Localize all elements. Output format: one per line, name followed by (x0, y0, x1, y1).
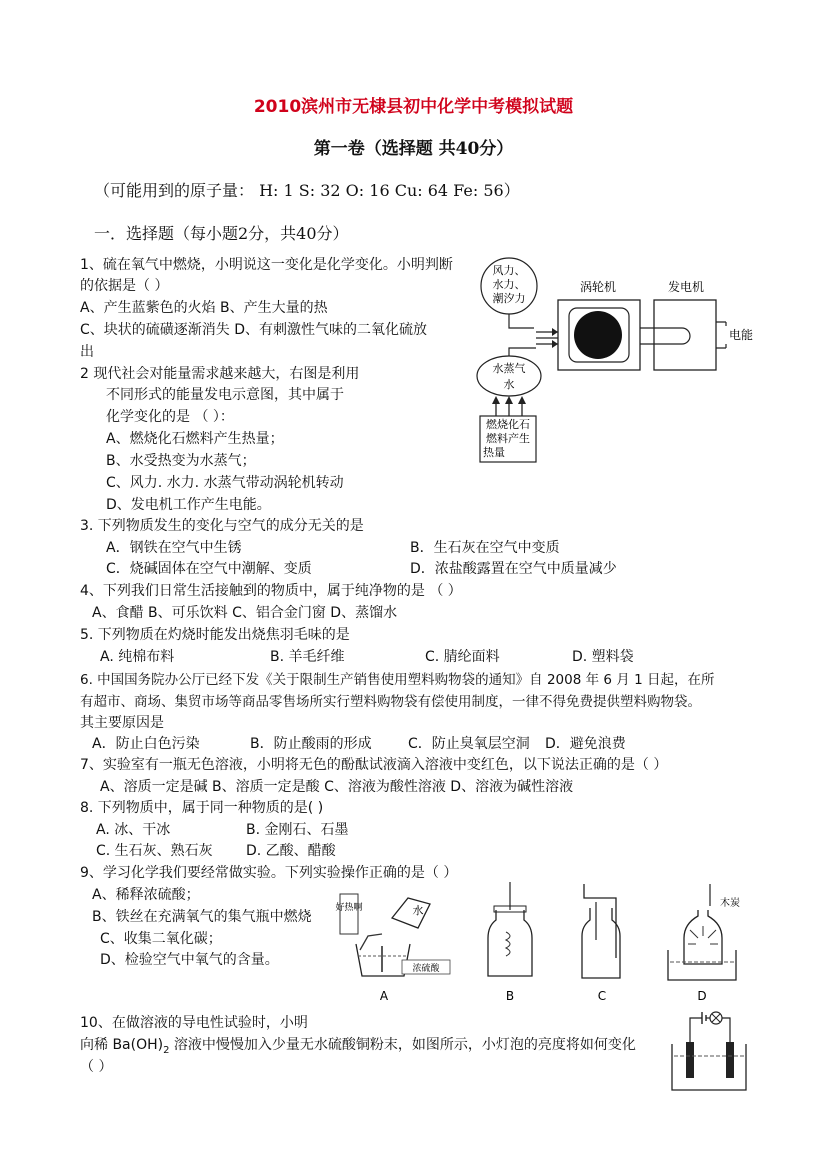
bulb-cross (712, 1014, 720, 1022)
q6-line1: 6. 中国国务院办公厅已经下发《关于限制生产销售使用塑料购物袋的通知》自 2008 年 6 月 1 日起，在所 (80, 672, 715, 688)
fig-b-iron-wire (488, 882, 532, 1003)
q8-option-c: C. 生石灰、熟石灰 (96, 843, 213, 859)
heat-arrow-icon (492, 396, 526, 404)
fig-d-flame-icon (688, 926, 718, 944)
q3-option-d: D．浓盐酸露置在空气中质量减少 (410, 561, 617, 577)
energy-generation-diagram (474, 256, 754, 468)
fig-d-trough (668, 950, 736, 980)
electrolysis-beaker (672, 1044, 746, 1090)
q7-options: A、溶质一定是碱 B、溶质一定是酸 C、溶液为酸性溶液 D、溶液为碱性溶液 (100, 779, 574, 795)
q7-stem: 7、实验室有一瓶无色溶液，小明将无色的酚酞试液滴入溶液中变红色，以下说法正确的是（ ） (80, 757, 668, 773)
q2-option-d: D、发电机工作产生电能。 (106, 497, 271, 513)
q1-options-ab: A、产生蓝紫色的火焰 B、产生大量的热 (80, 300, 328, 316)
q10-line1: 10、在做溶液的导电性试验时，小明 (80, 1015, 308, 1031)
right-electrode (726, 1042, 734, 1078)
fig-d-bell-jar (684, 910, 722, 964)
q1-stem-line2: 的依据是（ ） (80, 278, 169, 294)
steam-label: 水蒸气 (492, 362, 526, 375)
q5-option-b: B. 羊毛纤维 (270, 649, 345, 665)
q8-option-a: A. 冰、干冰 (96, 822, 171, 838)
fig-c-collect-co2 (582, 884, 620, 1003)
turbine-rotor (574, 311, 622, 359)
fuel-label-1: 燃烧化石 (486, 418, 530, 431)
q2-option-a: A、燃烧化石燃料产生热量； (106, 431, 284, 447)
q10-line2-post: 溶液中慢慢加入少量无水硫酸铜粉末，如图所示，小灯泡的亮度将如何变化 (169, 1037, 636, 1053)
q6-line2: 有超市、商场、集贸市场等商品零售场所实行塑料购物袋有偿使用制度，一律不得免费提供塑料购物袋。 (80, 694, 701, 710)
turbine-label: 涡轮机 (579, 280, 617, 294)
q5-option-d: D. 塑料袋 (572, 649, 634, 665)
q9-option-d: D、检验空气中氧气的含量。 (100, 952, 279, 968)
shaft (640, 328, 690, 344)
fig-c-bottle (582, 908, 620, 978)
section-heading: 一．选择题（每小题2分，共40分） (94, 224, 349, 243)
q10-line2-pre: 向稀 Ba(OH) (80, 1037, 164, 1053)
volume-heading: 第一卷（选择题 共40分） (313, 139, 514, 159)
q3-stem: 3. 下列物质发生的变化与空气的成分无关的是 (80, 518, 364, 534)
q8-option-b: B. 金刚石、石墨 (246, 822, 349, 838)
atomic-masses: （可能用到的原子量： H: 1 S: 32 O: 16 Cu: 64 Fe: 56） (94, 181, 520, 200)
fig-a-hand (360, 934, 382, 950)
q10-line2-sub: 2 (163, 1044, 170, 1056)
q6-option-d: D．避免浪费 (545, 736, 626, 752)
fig-c-label: C (597, 989, 607, 1003)
wind-label: 风力、 (492, 264, 526, 277)
tide-label: 潮汐力 (492, 292, 526, 305)
fig-b-coil (506, 932, 510, 956)
q3-option-a: A．钢铁在空气中生锈 (106, 540, 242, 556)
fig-b-label: B (505, 989, 515, 1003)
fig-d-carbon-label: 木炭 (720, 898, 740, 909)
q9-experiment-figures (335, 880, 740, 1004)
q9-stem: 9、学习化学我们要经常做实验。下列实验操作正确的是（ ） (80, 865, 458, 881)
q1-option-d-continued: 出 (80, 344, 94, 360)
q10-line2 (80, 1034, 636, 1056)
water-state-label: 水 (503, 378, 515, 391)
wind-connector (509, 314, 534, 328)
q6-option-a: A．防止白色污染 (92, 736, 200, 752)
fuel-label-3: 热量 (483, 446, 505, 459)
q2-option-c: C、风力. 水力. 水蒸气带动涡轮机转动 (106, 475, 344, 491)
q6-option-b: B．防止酸雨的形成 (250, 736, 372, 752)
fig-a-sign-board (340, 894, 358, 934)
fig-a-label: A (379, 989, 389, 1003)
fig-a-acid-label: 浓硫酸 (412, 964, 440, 974)
fig-d-label: D (697, 989, 707, 1003)
q5-option-c: C. 腈纶面料 (425, 649, 500, 665)
q1-options-cd: C、块状的硫磺逐渐消失 D、有刺激性气味的二氧化硫放 (80, 322, 428, 338)
q6-line3: 其主要原因是 (80, 715, 164, 731)
steam-connector (509, 348, 536, 356)
q5-option-a: A. 纯棉布料 (100, 649, 175, 665)
q2-stem-line1: 2 现代社会对能量需求越来越大，右图是利用 (80, 366, 360, 382)
q9-option-c: C、收集二氧化碳； (100, 931, 222, 947)
q5-stem: 5. 下列物质在灼烧时能发出烧焦羽毛味的是 (80, 627, 350, 643)
q4-stem: 4、下列我们日常生活接触到的物质中，属于纯净物的是 （ ） (80, 583, 462, 599)
fig-a-pouring-beaker (392, 898, 430, 928)
q3-option-b: B．生石灰在空气中变质 (410, 540, 560, 556)
q9-option-b: B、铁丝在充满氧气的集气瓶中燃烧 (92, 909, 312, 925)
conductivity-circuit-diagram (668, 1008, 750, 1094)
fig-a-sign-text: 好热啊 (335, 903, 363, 913)
q8-stem: 8. 下列物质中，属于同一种物质的是( ) (80, 800, 324, 816)
generator-box (654, 300, 716, 370)
fuel-label-2: 燃料产生 (486, 432, 530, 445)
q4-options: A、食醋 B、可乐饮料 C、铝合金门窗 D、蒸馏水 (92, 605, 398, 621)
q6-option-c: C．防止臭氧层空洞 (408, 736, 530, 752)
power-leads (716, 322, 726, 348)
power-label: 电能 (729, 328, 754, 342)
fig-a-water-label: 水 (412, 904, 424, 917)
q2-option-b: B、水受热变为水蒸气； (106, 453, 256, 469)
q8-option-d: D. 乙酸、醋酸 (246, 843, 336, 859)
battery-icon (702, 1012, 706, 1024)
water-label: 水力、 (492, 278, 526, 291)
q9-option-a: A、稀释浓硫酸； (92, 887, 200, 903)
generator-label: 发电机 (667, 280, 705, 294)
exam-title: 2010滨州市无棣县初中化学中考模拟试题 (253, 97, 574, 117)
q2-stem-line3: 化学变化的是 （ ）： (106, 409, 234, 425)
q3-option-c: C．烧碱固体在空气中潮解、变质 (106, 561, 312, 577)
fig-d-oxygen-test (668, 884, 740, 1003)
q10-line3: （ ） (80, 1059, 113, 1075)
q1-stem-line1: 1、硫在氧气中燃烧，小明说这一变化是化学变化。小明判断 (80, 257, 453, 273)
q2-stem-line2: 不同形式的能量发电示意图，其中属于 (106, 387, 344, 403)
left-electrode (686, 1042, 694, 1078)
fig-a-dilution (335, 894, 450, 1003)
